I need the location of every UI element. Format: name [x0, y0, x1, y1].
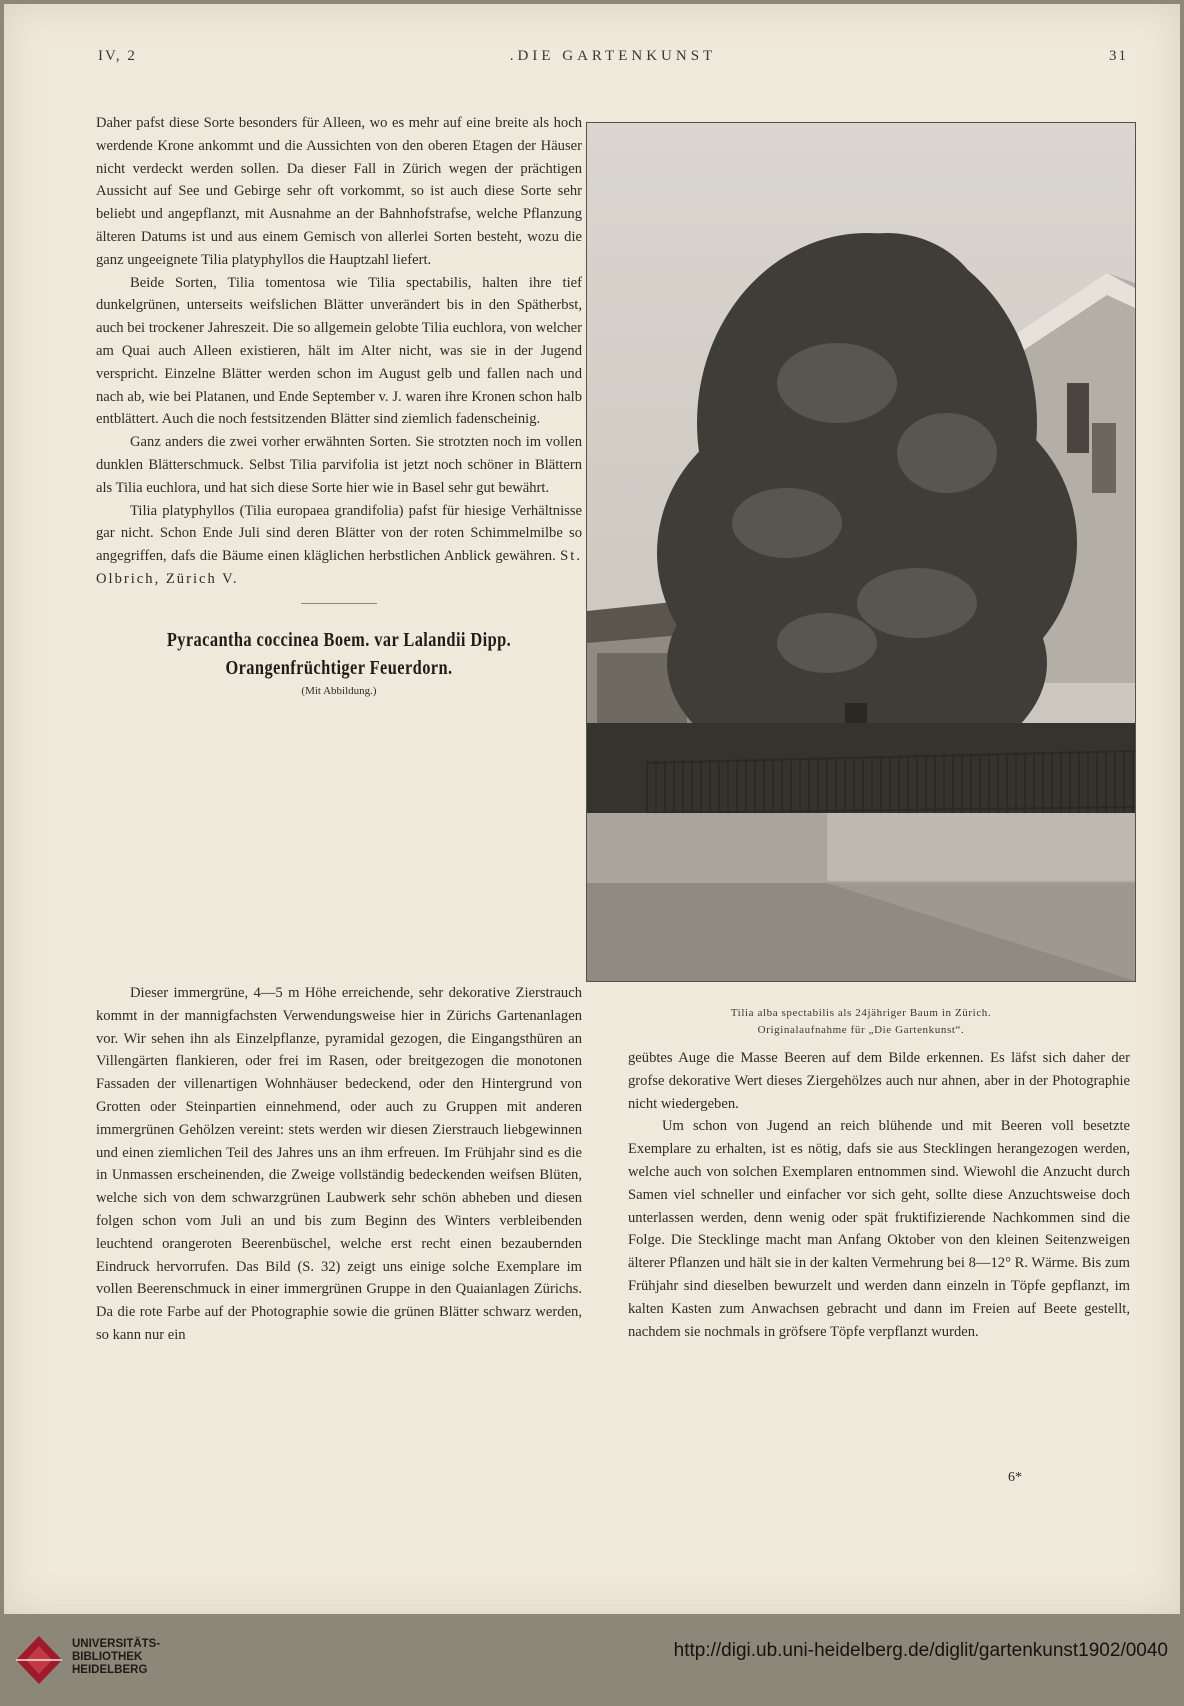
caption-line: Tilia alba spectabilis als 24jähriger Baum in Zürich.: [730, 1007, 992, 1019]
paragraph-text: Tilia platyphyllos (Tilia europaea grandifolia) pafst für hiesige Verhältnisse gar nicht. Schon Ende Juli sind deren Blätter von der roten Schimmelmilbe so angegriffen, dafs die Bäume einen kläglichen herbstlichen Anblick gewähren.: [96, 502, 582, 565]
university-logo-icon: [14, 1634, 64, 1686]
library-name-line: BIBLIOTHEK: [72, 1651, 143, 1663]
tree-photo-image: [587, 123, 1135, 981]
source-url-link[interactable]: http://digi.ub.uni-heidelberg.de/diglit/gartenkunst1902/0040: [673, 1640, 1168, 1661]
page-number: 31: [1109, 48, 1128, 64]
signature-mark: 6*: [1008, 1470, 1022, 1485]
tree-photograph: [586, 122, 1136, 982]
volume-number: IV, 2: [98, 48, 137, 64]
paragraph: Daher pafst diese Sorte besonders für Alleen, wo es mehr auf eine breite als hoch werdende Krone ankommt und die Aussichten von den oberen Etagen der Häuser nicht verdeckt werden sollen. Da dieser Fall in Zürich wegen der prächtigen Aussicht auf See und Gebirge sehr oft vorkommt, so ist auch diese Sorte sehr beliebt und angepflanzt, mit Ausnahme an der Bahnhofstrafse, welche Pflanzung älteren Datums ist und aus einem Gemisch von allerlei Sorten besteht, wozu die ganz ungeeignete Tilia platyphyllos die Hauptzahl liefert.: [96, 115, 582, 268]
library-name: [72, 1638, 160, 1677]
footer-bar: [0, 1620, 1184, 1706]
paragraph: geübtes Auge die Masse Beeren auf dem Bilde erkennen. Es läfst sich daher der grofse dekorative Wert dieses Ziergehölzes auch nur ahnen, aber in der Photographie nicht wiedergeben.: [628, 1050, 1130, 1112]
paragraph: Ganz anders die zwei vorher erwähnten Sorten. Sie strotzten noch im vollen dunklen Blätterschmuck. Selbst Tilia parvifolia ist jetzt noch schöner in Blättern als Tilia euchlora, und hat sich diese Sorte hier wie in Basel sehr gut bewährt.: [96, 434, 582, 496]
caption-credit: Originalaufnahme für „Die Gartenkunst“.: [757, 1024, 965, 1036]
paragraph: [96, 500, 582, 591]
running-header: [98, 48, 1128, 72]
left-column-bottom: [96, 982, 582, 1347]
right-column: [628, 1047, 1130, 1343]
library-name-line: HEIDELBERG: [72, 1664, 148, 1676]
left-column-top: [96, 112, 582, 700]
article-title: Pyracantha coccinea Boem. var Lalandii Dipp.: [166, 628, 512, 651]
library-name-line: UNIVERSITÄTS-: [72, 1638, 161, 1650]
paragraph: Um schon von Jugend an reich blühende und mit Beeren voll besetzte Exemplare zu erhalten, ist es nötig, dafs sie aus Stecklingen herangezogen werden, welche auch von solchen Exemplaren entnommen sind. Wiewohl die Anzucht durch Samen viel schneller und einfacher vor sich geht, sollte diese Anzuchtsweise doch unterlassen werden, denn wenig oder spät fruktifizierende Nachkommen sind die Folge. Die Stecklinge macht man Anfang Oktober von den kleinen Seitenzweigen älterer Pflanzen und hält sie in der kalten Vermehrung bei 8—12° R. Wärme. Bis zum Frühjahr sind dieselben bewurzelt und werden dann einzeln in Töpfe gepflanzt, im kalten Kasten zum Anwachsen gebracht und dann im Freien auf Beete gestellt, nachdem sie nochmals in gröfsere Töpfe verpflanzt wurden.: [628, 1118, 1130, 1340]
paragraph: Dieser immergrüne, 4—5 m Höhe erreichende, sehr dekorative Zierstrauch kommt in der mannigfachsten Verwendungsweise hier in Zürichs Gartenanlagen vor. Wir sehen ihn als Einzelpflanze, pyramidal gezogen, die Eingangsthüren an Villengärten flankieren, oder frei im Rasen, oder breitgezogen die monotonen Fassaden der villenartigen Wohnhäuser bedeckend, oder den Hintergrund von Grotten oder Steinpartien einnehmend, oder auch zu Gruppen mit anderen immergrünen Gehölzen vereint: stets werden wir diesen Zierstrauch liebgewinnen und einen ziemlichen Teil des Jahres uns an ihm erfreuen. Im Frühjahr sind es die in Unmassen erscheinenden, die Zweige vollständig bedeckenden weifsen Blüten, welche sich von dem schwarzgrünen Laubwerk sehr schön abheben und diesen folgen schon vom Juli an und bis zum Beginn des Winters verbleibenden leuchtend orangeroten Beerenbüschel, welche erst recht einen bezaubernden Eindruck hervorrufen. Das Bild (S. 32) zeigt uns einige solche Exemplare im vollen Beerenschmuck in einer immergrünen Gruppe in den Quaianlagen Zürichs. Da die rote Farbe auf der Photographie sowie die grünen Blätter schwarz werden, so kann nur ein: [96, 985, 582, 1343]
paragraph: Beide Sorten, Tilia tomentosa wie Tilia spectabilis, halten ihre tief dunkelgrünen, unterseits weifslichen Blätter unverändert bis in den Spätherbst, auch bei trockener Jahreszeit. Die so allgemein gelobte Tilia euchlora, von welcher am Quai auch Alleen existieren, hält im Alter nicht, was sie in der Jugend verspricht. Einzelne Blätter werden schon im August gelb und fallen nach und nach ab, wie bei Platanen, und Ende September v. J. waren ihre Kronen schon halb entblättert. Auch die noch festsitzenden Blätter sind ziemlich fadenscheinig.: [96, 274, 582, 428]
section-divider: [301, 603, 377, 604]
article-subtitle: (Mit Abbildung.): [301, 684, 377, 697]
author-signature: St. Olbrich, Zürich V.: [96, 548, 582, 587]
journal-title: .DIE GARTENKUNST: [509, 48, 717, 64]
photo-caption: [586, 1005, 1136, 1039]
article-title-german: Orangenfrüchtiger Feuerdorn.: [225, 656, 453, 679]
